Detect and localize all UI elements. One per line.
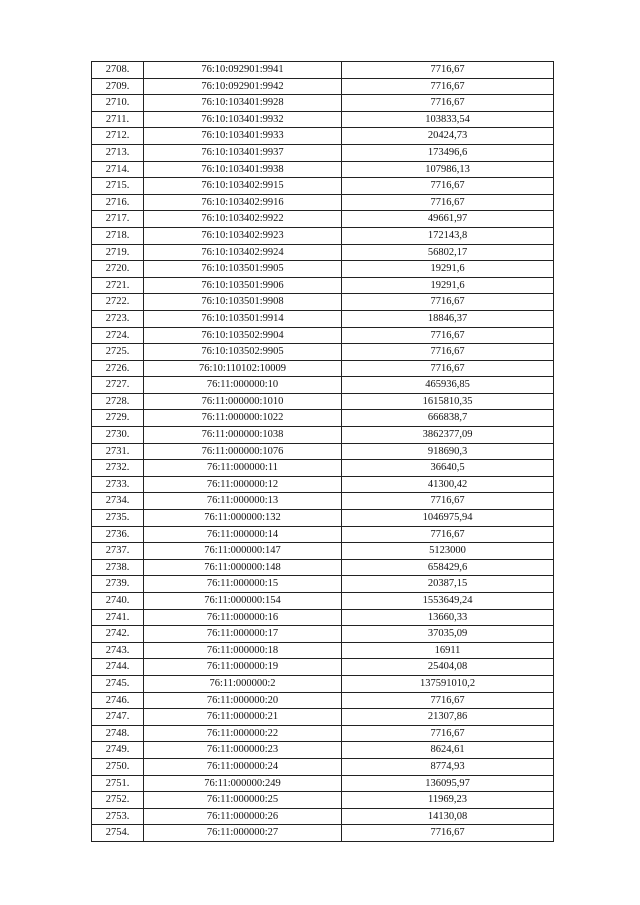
row-number-cell: 2737. (92, 543, 144, 560)
row-number-cell: 2708. (92, 62, 144, 79)
table-row (92, 642, 554, 659)
table-row (92, 825, 554, 842)
table-row (92, 194, 554, 211)
cadastral-number-cell: 76:11:000000:13 (144, 493, 342, 510)
value-cell: 8624,61 (342, 742, 554, 759)
row-number-cell: 2738. (92, 559, 144, 576)
row-number-cell: 2731. (92, 443, 144, 460)
cadastral-number-cell: 76:11:000000:154 (144, 593, 342, 610)
table-row (92, 244, 554, 261)
table-row (92, 510, 554, 527)
value-cell: 37035,09 (342, 626, 554, 643)
table-row (92, 659, 554, 676)
value-cell: 14130,08 (342, 808, 554, 825)
row-number-cell: 2718. (92, 227, 144, 244)
value-cell: 16911 (342, 642, 554, 659)
value-cell: 136095,97 (342, 775, 554, 792)
table-row (92, 327, 554, 344)
table-row (92, 742, 554, 759)
value-cell: 465936,85 (342, 377, 554, 394)
cadastral-number-cell: 76:10:103402:9923 (144, 227, 342, 244)
table-row (92, 493, 554, 510)
cadastral-number-cell: 76:10:103501:9905 (144, 261, 342, 278)
value-cell: 19291,6 (342, 261, 554, 278)
row-number-cell: 2724. (92, 327, 144, 344)
row-number-cell: 2723. (92, 310, 144, 327)
cadastral-number-cell: 76:11:000000:147 (144, 543, 342, 560)
cadastral-number-cell: 76:11:000000:12 (144, 476, 342, 493)
value-cell: 172143,8 (342, 227, 554, 244)
table-row (92, 227, 554, 244)
value-cell: 36640,5 (342, 460, 554, 477)
row-number-cell: 2748. (92, 725, 144, 742)
row-number-cell: 2725. (92, 344, 144, 361)
cadastral-number-cell: 76:11:000000:1010 (144, 393, 342, 410)
table-row (92, 593, 554, 610)
value-cell: 7716,67 (342, 360, 554, 377)
row-number-cell: 2721. (92, 277, 144, 294)
table-row (92, 277, 554, 294)
cadastral-number-cell: 76:11:000000:23 (144, 742, 342, 759)
row-number-cell: 2734. (92, 493, 144, 510)
table-body (92, 62, 554, 842)
cadastral-number-cell: 76:11:000000:17 (144, 626, 342, 643)
cadastral-number-cell: 76:11:000000:18 (144, 642, 342, 659)
row-number-cell: 2735. (92, 510, 144, 527)
value-cell: 1553649,24 (342, 593, 554, 610)
row-number-cell: 2750. (92, 758, 144, 775)
value-cell: 7716,67 (342, 692, 554, 709)
table-row (92, 294, 554, 311)
value-cell: 7716,67 (342, 178, 554, 195)
row-number-cell: 2742. (92, 626, 144, 643)
table-row (92, 476, 554, 493)
cadastral-number-cell: 76:11:000000:1022 (144, 410, 342, 427)
cadastral-number-cell: 76:10:103501:9908 (144, 294, 342, 311)
row-number-cell: 2714. (92, 161, 144, 178)
table-row (92, 775, 554, 792)
cadastral-number-cell: 76:11:000000:22 (144, 725, 342, 742)
row-number-cell: 2753. (92, 808, 144, 825)
cadastral-number-cell: 76:11:000000:132 (144, 510, 342, 527)
cadastral-number-cell: 76:11:000000:25 (144, 792, 342, 809)
row-number-cell: 2745. (92, 675, 144, 692)
cadastral-number-cell: 76:11:000000:19 (144, 659, 342, 676)
table-row (92, 410, 554, 427)
cadastral-number-cell: 76:10:103401:9937 (144, 144, 342, 161)
value-cell: 173496,6 (342, 144, 554, 161)
table-row (92, 626, 554, 643)
table-row (92, 609, 554, 626)
row-number-cell: 2716. (92, 194, 144, 211)
cadastral-number-cell: 76:10:103402:9915 (144, 178, 342, 195)
row-number-cell: 2720. (92, 261, 144, 278)
table-row (92, 377, 554, 394)
cadastral-number-cell: 76:10:103401:9932 (144, 111, 342, 128)
value-cell: 5123000 (342, 543, 554, 560)
cadastral-number-cell: 76:10:092901:9942 (144, 78, 342, 95)
table-row (92, 310, 554, 327)
table-row (92, 360, 554, 377)
row-number-cell: 2726. (92, 360, 144, 377)
table-row (92, 427, 554, 444)
value-cell: 49661,97 (342, 211, 554, 228)
value-cell: 18846,37 (342, 310, 554, 327)
cadastral-number-cell: 76:10:103402:9916 (144, 194, 342, 211)
row-number-cell: 2744. (92, 659, 144, 676)
row-number-cell: 2749. (92, 742, 144, 759)
value-cell: 7716,67 (342, 344, 554, 361)
cadastral-number-cell: 76:10:092901:9941 (144, 62, 342, 79)
value-cell: 658429,6 (342, 559, 554, 576)
value-cell: 3862377,09 (342, 427, 554, 444)
row-number-cell: 2751. (92, 775, 144, 792)
table-row (92, 128, 554, 145)
cadastral-number-cell: 76:10:103402:9922 (144, 211, 342, 228)
cadastral-number-cell: 76:10:103401:9928 (144, 95, 342, 112)
cadastral-number-cell: 76:11:000000:2 (144, 675, 342, 692)
cadastral-number-cell: 76:10:103502:9904 (144, 327, 342, 344)
table-row (92, 576, 554, 593)
table-row (92, 344, 554, 361)
value-cell: 7716,67 (342, 78, 554, 95)
value-cell: 13660,33 (342, 609, 554, 626)
value-cell: 21307,86 (342, 709, 554, 726)
value-cell: 7716,67 (342, 327, 554, 344)
row-number-cell: 2740. (92, 593, 144, 610)
value-cell: 666838,7 (342, 410, 554, 427)
cadastral-number-cell: 76:10:103502:9905 (144, 344, 342, 361)
row-number-cell: 2712. (92, 128, 144, 145)
table-row (92, 725, 554, 742)
cadastral-number-cell: 76:10:110102:10009 (144, 360, 342, 377)
cadastral-number-cell: 76:11:000000:249 (144, 775, 342, 792)
value-cell: 8774,93 (342, 758, 554, 775)
value-cell: 7716,67 (342, 95, 554, 112)
value-cell: 25404,08 (342, 659, 554, 676)
value-cell: 107986,13 (342, 161, 554, 178)
cadastral-number-cell: 76:11:000000:21 (144, 709, 342, 726)
value-cell: 7716,67 (342, 294, 554, 311)
table-row (92, 792, 554, 809)
row-number-cell: 2717. (92, 211, 144, 228)
table-row (92, 460, 554, 477)
value-cell: 7716,67 (342, 62, 554, 79)
value-cell: 19291,6 (342, 277, 554, 294)
value-cell: 918690,3 (342, 443, 554, 460)
cadastral-number-cell: 76:10:103402:9924 (144, 244, 342, 261)
row-number-cell: 2754. (92, 825, 144, 842)
row-number-cell: 2715. (92, 178, 144, 195)
table-row (92, 161, 554, 178)
value-cell: 1615810,35 (342, 393, 554, 410)
table-row (92, 543, 554, 560)
cadastral-number-cell: 76:11:000000:20 (144, 692, 342, 709)
value-cell: 41300,42 (342, 476, 554, 493)
row-number-cell: 2739. (92, 576, 144, 593)
row-number-cell: 2747. (92, 709, 144, 726)
table-row (92, 808, 554, 825)
value-cell: 7716,67 (342, 725, 554, 742)
cadastral-number-cell: 76:11:000000:24 (144, 758, 342, 775)
table-row (92, 144, 554, 161)
value-cell: 7716,67 (342, 526, 554, 543)
table-row (92, 675, 554, 692)
table-row (92, 443, 554, 460)
table-row (92, 78, 554, 95)
row-number-cell: 2713. (92, 144, 144, 161)
row-number-cell: 2741. (92, 609, 144, 626)
cadastral-value-table (91, 61, 554, 842)
value-cell: 20387,15 (342, 576, 554, 593)
value-cell: 7716,67 (342, 194, 554, 211)
cadastral-number-cell: 76:11:000000:11 (144, 460, 342, 477)
row-number-cell: 2733. (92, 476, 144, 493)
table-row (92, 111, 554, 128)
cadastral-number-cell: 76:10:103501:9906 (144, 277, 342, 294)
value-cell: 7716,67 (342, 825, 554, 842)
value-cell: 56802,17 (342, 244, 554, 261)
table-row (92, 62, 554, 79)
table-row (92, 559, 554, 576)
cadastral-number-cell: 76:11:000000:1038 (144, 427, 342, 444)
cadastral-number-cell: 76:11:000000:148 (144, 559, 342, 576)
row-number-cell: 2732. (92, 460, 144, 477)
row-number-cell: 2709. (92, 78, 144, 95)
cadastral-number-cell: 76:11:000000:27 (144, 825, 342, 842)
cadastral-number-cell: 76:10:103401:9933 (144, 128, 342, 145)
value-cell: 1046975,94 (342, 510, 554, 527)
value-cell: 11969,23 (342, 792, 554, 809)
row-number-cell: 2743. (92, 642, 144, 659)
value-cell: 20424,73 (342, 128, 554, 145)
cadastral-number-cell: 76:11:000000:26 (144, 808, 342, 825)
cadastral-number-cell: 76:11:000000:15 (144, 576, 342, 593)
cadastral-number-cell: 76:11:000000:10 (144, 377, 342, 394)
table-row (92, 211, 554, 228)
row-number-cell: 2710. (92, 95, 144, 112)
row-number-cell: 2736. (92, 526, 144, 543)
value-cell: 137591010,2 (342, 675, 554, 692)
row-number-cell: 2752. (92, 792, 144, 809)
table-row (92, 526, 554, 543)
row-number-cell: 2728. (92, 393, 144, 410)
row-number-cell: 2729. (92, 410, 144, 427)
table-row (92, 178, 554, 195)
table-row (92, 261, 554, 278)
row-number-cell: 2746. (92, 692, 144, 709)
table-row (92, 709, 554, 726)
table-row (92, 692, 554, 709)
row-number-cell: 2727. (92, 377, 144, 394)
table-row (92, 393, 554, 410)
value-cell: 103833,54 (342, 111, 554, 128)
value-cell: 7716,67 (342, 493, 554, 510)
cadastral-number-cell: 76:10:103501:9914 (144, 310, 342, 327)
row-number-cell: 2722. (92, 294, 144, 311)
cadastral-number-cell: 76:10:103401:9938 (144, 161, 342, 178)
cadastral-number-cell: 76:11:000000:1076 (144, 443, 342, 460)
row-number-cell: 2719. (92, 244, 144, 261)
cadastral-number-cell: 76:11:000000:14 (144, 526, 342, 543)
table-row (92, 758, 554, 775)
row-number-cell: 2730. (92, 427, 144, 444)
table-row (92, 95, 554, 112)
cadastral-number-cell: 76:11:000000:16 (144, 609, 342, 626)
row-number-cell: 2711. (92, 111, 144, 128)
